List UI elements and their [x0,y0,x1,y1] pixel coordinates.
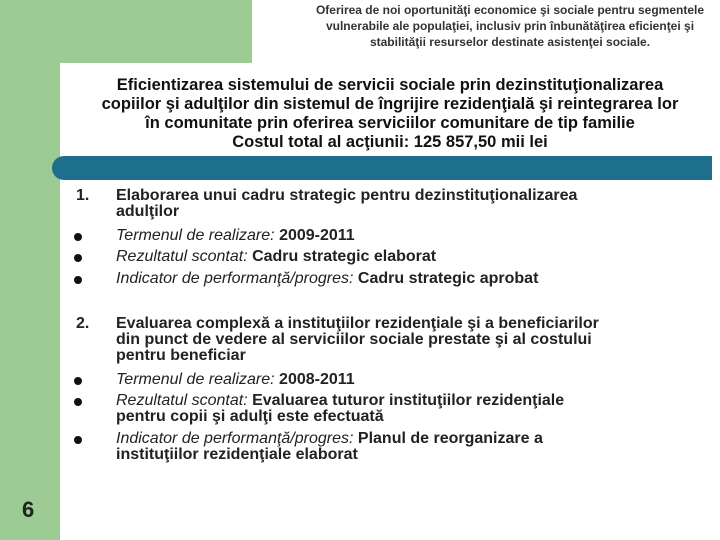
deadline-value: 2008-2011 [279,371,355,388]
bullet-icon [74,254,82,262]
item-indicator: Indicator de performanţă/progres: Planul de reorganizare a instituţiilor rezidenţiale elaborat [116,431,696,463]
result-label: Rezultatul scontat [116,392,244,409]
total-cost: Costul total al acţiunii: 125 857,50 mii lei [232,133,548,151]
top-green-band [0,0,252,63]
header-line: Oferirea de noi oportunităţi economice şi sociale pentru segmentele [315,3,705,17]
title-line: copiilor şi adulţilor din sistemul de îngrijire rezidenţială şi reintegrarea lor [101,95,679,113]
item-name [116,188,696,220]
slide-number: 6 [22,497,35,522]
bullet-icon [74,276,82,284]
deadline-value: 2009-2011 [279,227,355,244]
left-green-band [0,0,60,540]
result-value: Cadru strategic elaborat [252,248,437,265]
item-deadline: Termenul de realizare: 2008-2011 [116,371,355,388]
divider-bar [52,156,712,180]
item-name-line: din punct de vedere al serviciilor sociale prestate şi al costului [116,331,592,348]
item-name-line: pentru beneficiar [116,347,246,364]
item-result: Rezultatul scontat: Evaluarea tuturor instituţiilor rezidenţiale pentru copii şi adulţi este efectuată [116,393,696,425]
item-number: 1. [76,187,90,204]
indicator-value: instituţiilor rezidenţiale elaborat [116,446,358,463]
indicator-value: Planul de reorganizare a [357,430,543,447]
item-name-line: adulţilor [116,203,180,220]
indicator-label: Indicator de performanţă/progres [116,430,350,447]
header-line: stabilităţii resurselor destinate asistenţei sociale. [369,35,651,49]
title-line: în comunitate prin oferirea serviciilor comunitare de tip familie [145,114,635,132]
slide-header [300,2,720,50]
item-number: 2. [76,315,90,332]
deadline-label: Termenul de realizare [116,371,271,388]
indicator-label: Indicator de performanţă/progres [116,270,350,287]
item-indicator: Indicator de performanţă/progres: Cadru strategic aprobat [116,270,539,287]
deadline-label: Termenul de realizare: [116,227,275,244]
item-name-line: Evaluarea complexă a instituţiilor rezidenţiale şi a beneficiarilor [116,315,599,332]
bullet-icon [74,377,82,385]
result-value: pentru copii şi adulţi este efectuată [116,408,384,425]
bullet-icon [74,436,82,444]
item-result: Rezultatul scontat: Cadru strategic elaborat [116,248,437,265]
bullet-icon [74,398,82,406]
result-label: Rezultatul scontat [116,248,244,265]
bullet-icon [74,233,82,241]
result-value: Evaluarea tuturor instituţiilor rezidenţiale [252,392,565,409]
slide-title [62,76,718,152]
item-deadline [116,228,696,244]
indicator-value: Cadru strategic aprobat [357,270,539,287]
item-name-line: Elaborarea unui cadru strategic pentru dezinstituţionalizarea [116,187,578,204]
item-name [116,316,696,364]
header-line: vulnerabile ale populaţiei, inclusiv prin înbunătăţirea eficienţei şi [325,19,695,33]
title-line: Eficientizarea sistemului de servicii sociale prin dezinstituţionalizarea [116,76,664,94]
